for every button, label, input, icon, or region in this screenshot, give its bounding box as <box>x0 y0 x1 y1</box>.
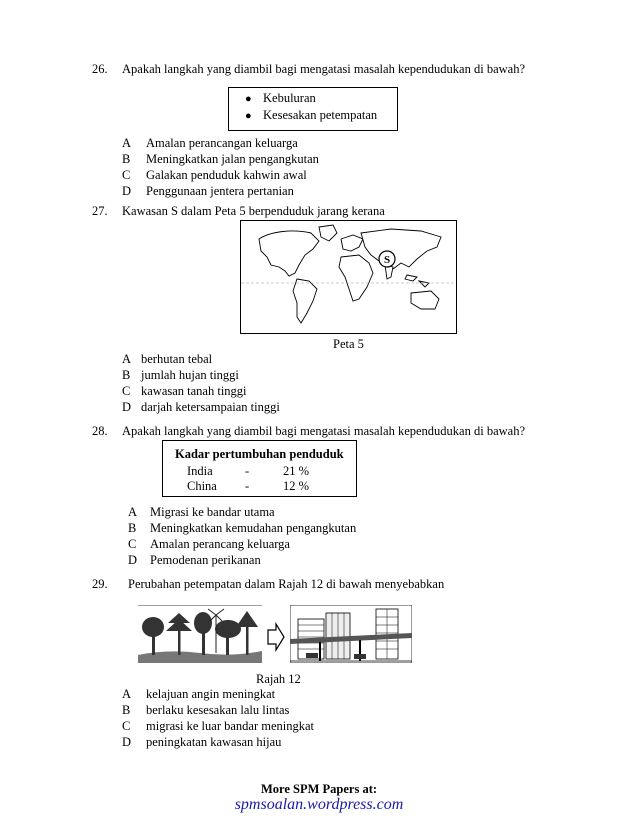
option-letter: D <box>122 400 132 414</box>
question-26-text: Apakah langkah yang diambil bagi mengatasi masalah kependudukan di bawah? <box>122 62 525 76</box>
option-letter: C <box>128 537 137 551</box>
arrow-icon <box>266 622 286 652</box>
option-letter: B <box>122 152 131 166</box>
question-29-number: 29. <box>92 577 108 591</box>
map-caption: Peta 5 <box>333 337 364 351</box>
option-letter: B <box>122 368 131 382</box>
option-letter: D <box>128 553 138 567</box>
urban-landscape-image <box>290 605 412 663</box>
table-rate: 21 % <box>283 464 310 478</box>
option-text: Amalan perancang keluarga <box>150 537 290 551</box>
option-text: Meningkatkan jalan pengangkutan <box>146 152 319 166</box>
rural-landscape-image <box>138 605 262 663</box>
question-29-text: Perubahan petempatan dalam Rajah 12 di bawah menyebabkan <box>128 577 445 591</box>
option-text: Pemodenan perikanan <box>150 553 261 567</box>
option-text: berlaku kesesakan lalu lintas <box>146 703 290 717</box>
footer-website-link[interactable]: spmsoalan.wordpress.com <box>234 796 404 813</box>
option-text: berhutan tebal <box>141 352 213 366</box>
option-letter: A <box>122 687 132 701</box>
option-letter: A <box>122 136 132 150</box>
table-dash: - <box>245 464 250 478</box>
option-letter: D <box>122 735 132 749</box>
option-letter: B <box>128 521 137 535</box>
q26-box-item-1: Kebuluran <box>263 91 316 105</box>
bullet-icon: ● <box>245 93 252 105</box>
option-text: peningkatan kawasan hijau <box>146 735 282 749</box>
option-text: Galakan penduduk kahwin awal <box>146 168 307 182</box>
world-map <box>240 220 457 334</box>
table-title: Kadar pertumbuhan penduduk <box>175 447 344 461</box>
option-letter: B <box>122 703 131 717</box>
option-letter: D <box>122 184 132 198</box>
q28-growth-table <box>162 440 357 497</box>
question-28-number: 28. <box>92 424 108 438</box>
question-27-number: 27. <box>92 204 108 218</box>
table-rate: 12 % <box>283 479 310 493</box>
figure-caption: Rajah 12 <box>256 672 301 686</box>
option-text: darjah ketersampaian tinggi <box>141 400 280 414</box>
question-26-number: 26. <box>92 62 108 76</box>
question-27-text: Kawasan S dalam Peta 5 berpenduduk jarang kerana <box>122 204 385 218</box>
option-text: Amalan perancangan keluarga <box>146 136 298 150</box>
q26-info-box <box>228 87 398 131</box>
world-map-image <box>241 221 456 333</box>
table-country: China <box>187 479 217 493</box>
footer-promo-text: More SPM Papers at: <box>260 782 378 796</box>
q26-box-item-2: Kesesakan petempatan <box>263 108 378 122</box>
map-marker-s: S <box>383 254 391 266</box>
question-28-text: Apakah langkah yang diambil bagi mengatasi masalah kependudukan di bawah? <box>122 424 525 438</box>
option-text: kawasan tanah tinggi <box>141 384 247 398</box>
option-text: kelajuan angin meningkat <box>146 687 276 701</box>
option-text: Meningkatkan kemudahan pengangkutan <box>150 521 357 535</box>
option-letter: C <box>122 384 131 398</box>
option-letter: A <box>128 505 138 519</box>
bullet-icon: ● <box>245 110 252 122</box>
option-letter: C <box>122 719 131 733</box>
table-dash: - <box>245 479 250 493</box>
option-letter: A <box>122 352 132 366</box>
option-letter: C <box>122 168 131 182</box>
table-country: India <box>187 464 213 478</box>
option-text: Penggunaan jentera pertanian <box>146 184 294 198</box>
option-text: Migrasi ke bandar utama <box>150 505 275 519</box>
option-text: migrasi ke luar bandar meningkat <box>146 719 314 733</box>
option-text: jumlah hujan tinggi <box>141 368 239 382</box>
